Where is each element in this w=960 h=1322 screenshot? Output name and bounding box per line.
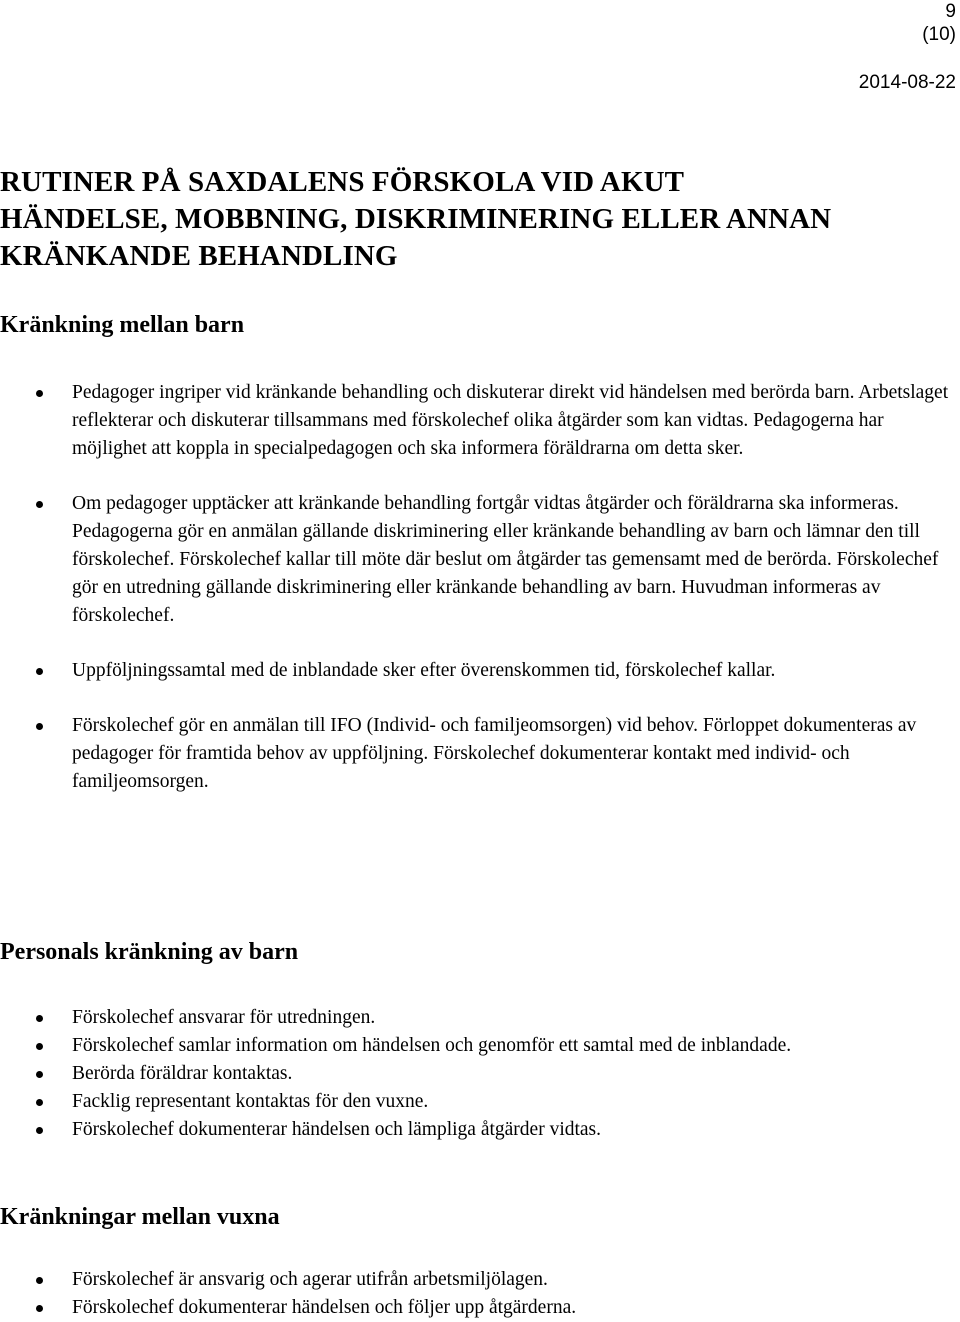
list-item <box>0 490 950 630</box>
list-item <box>0 1116 950 1144</box>
list-item <box>0 379 950 463</box>
bullet-icon <box>36 1277 43 1284</box>
page-total: (10) <box>922 24 956 45</box>
list-item-text: Förskolechef gör en anmälan till IFO (Individ- och familjeomsorgen) vid behov. Förloppet dokumenteras av pedagoger för framtida behov av uppföljning. Förskolechef dokumenterar kontakt med individ- och familjeomsorgen. <box>72 715 917 792</box>
title-line-1: RUTINER PÅ SAXDALENS FÖRSKOLA VID AKUT <box>0 166 685 198</box>
list-item-text: Facklig representant kontaktas för den vuxne. <box>72 1091 429 1112</box>
list-item-text: Uppföljningssamtal med de inblandade sker efter överenskommen tid, förskolechef kallar. <box>72 660 776 681</box>
list-item <box>0 712 950 796</box>
bullet-icon <box>36 723 43 730</box>
list-item <box>0 657 950 685</box>
list-item <box>0 1088 950 1116</box>
list-item-text: Förskolechef dokumenterar händelsen och lämpliga åtgärder vidtas. <box>72 1119 602 1140</box>
list-item-text: Förskolechef ansvarar för utredningen. <box>72 1007 376 1028</box>
bullet-icon <box>36 1015 43 1022</box>
title-line-2: HÄNDELSE, MOBBNING, DISKRIMINERING ELLER ANNAN <box>0 203 832 235</box>
bullet-icon <box>36 1099 43 1106</box>
bullet-list-krankning-mellan-barn <box>0 379 950 823</box>
list-item-text: Förskolechef samlar information om händelsen och genomför ett samtal med de inblandade. <box>72 1035 792 1056</box>
bullet-icon <box>36 1127 43 1134</box>
bullet-icon <box>36 501 43 508</box>
list-item-text: Berörda föräldrar kontaktas. <box>72 1063 293 1084</box>
bullet-list-krankningar-mellan-vuxna <box>0 1266 950 1322</box>
list-item <box>0 1294 950 1322</box>
title-line-3: KRÄNKANDE BEHANDLING <box>0 240 398 272</box>
bullet-list-personals-krankning <box>0 1004 950 1144</box>
page-header <box>859 0 956 94</box>
document-title <box>0 164 950 275</box>
list-item-text: Förskolechef är ansvarig och agerar utifrån arbetsmiljölagen. <box>72 1269 548 1290</box>
bullet-icon <box>36 390 43 397</box>
bullet-icon <box>36 668 43 675</box>
list-item <box>0 1004 950 1032</box>
section-heading-personals-krankning: Personals kränkning av barn <box>0 939 299 965</box>
list-item-text: Pedagoger ingriper vid kränkande behandling och diskuterar direkt vid händelsen med berörda barn. Arbetslaget reflekterar och diskuterar tillsammans med förskolechef olika åtgärder som kan vidtas. Pedagogerna har möjlighet att koppla in specialpedagogen och ska informera föräldrarna om detta sker. <box>72 382 949 459</box>
bullet-icon <box>36 1305 43 1312</box>
list-item-text: Förskolechef dokumenterar händelsen och följer upp åtgärderna. <box>72 1297 577 1318</box>
list-item <box>0 1032 950 1060</box>
bullet-icon <box>36 1071 43 1078</box>
list-item <box>0 1266 950 1294</box>
section-heading-krankning-mellan-barn: Kränkning mellan barn <box>0 312 245 338</box>
list-item <box>0 1060 950 1088</box>
document-date: 2014-08-22 <box>858 72 956 93</box>
section-heading-krankningar-mellan-vuxna: Kränkningar mellan vuxna <box>0 1204 280 1230</box>
bullet-icon <box>36 1043 43 1050</box>
list-item-text: Om pedagoger upptäcker att kränkande behandling fortgår vidtas åtgärder och föräldrarna ska informeras. Pedagogerna gör en anmälan gällande diskriminering eller kränkande behandling av barn och lämnar den till förskolechef. Förskolechef kallar till möte där beslut om åtgärder tas gemensamt med de berörda. Förskolechef gör en utredning gällande diskriminering eller kränkande behandling av barn. Huvudman informeras av förskolechef. <box>72 493 939 626</box>
page-number: 9 <box>945 1 956 22</box>
